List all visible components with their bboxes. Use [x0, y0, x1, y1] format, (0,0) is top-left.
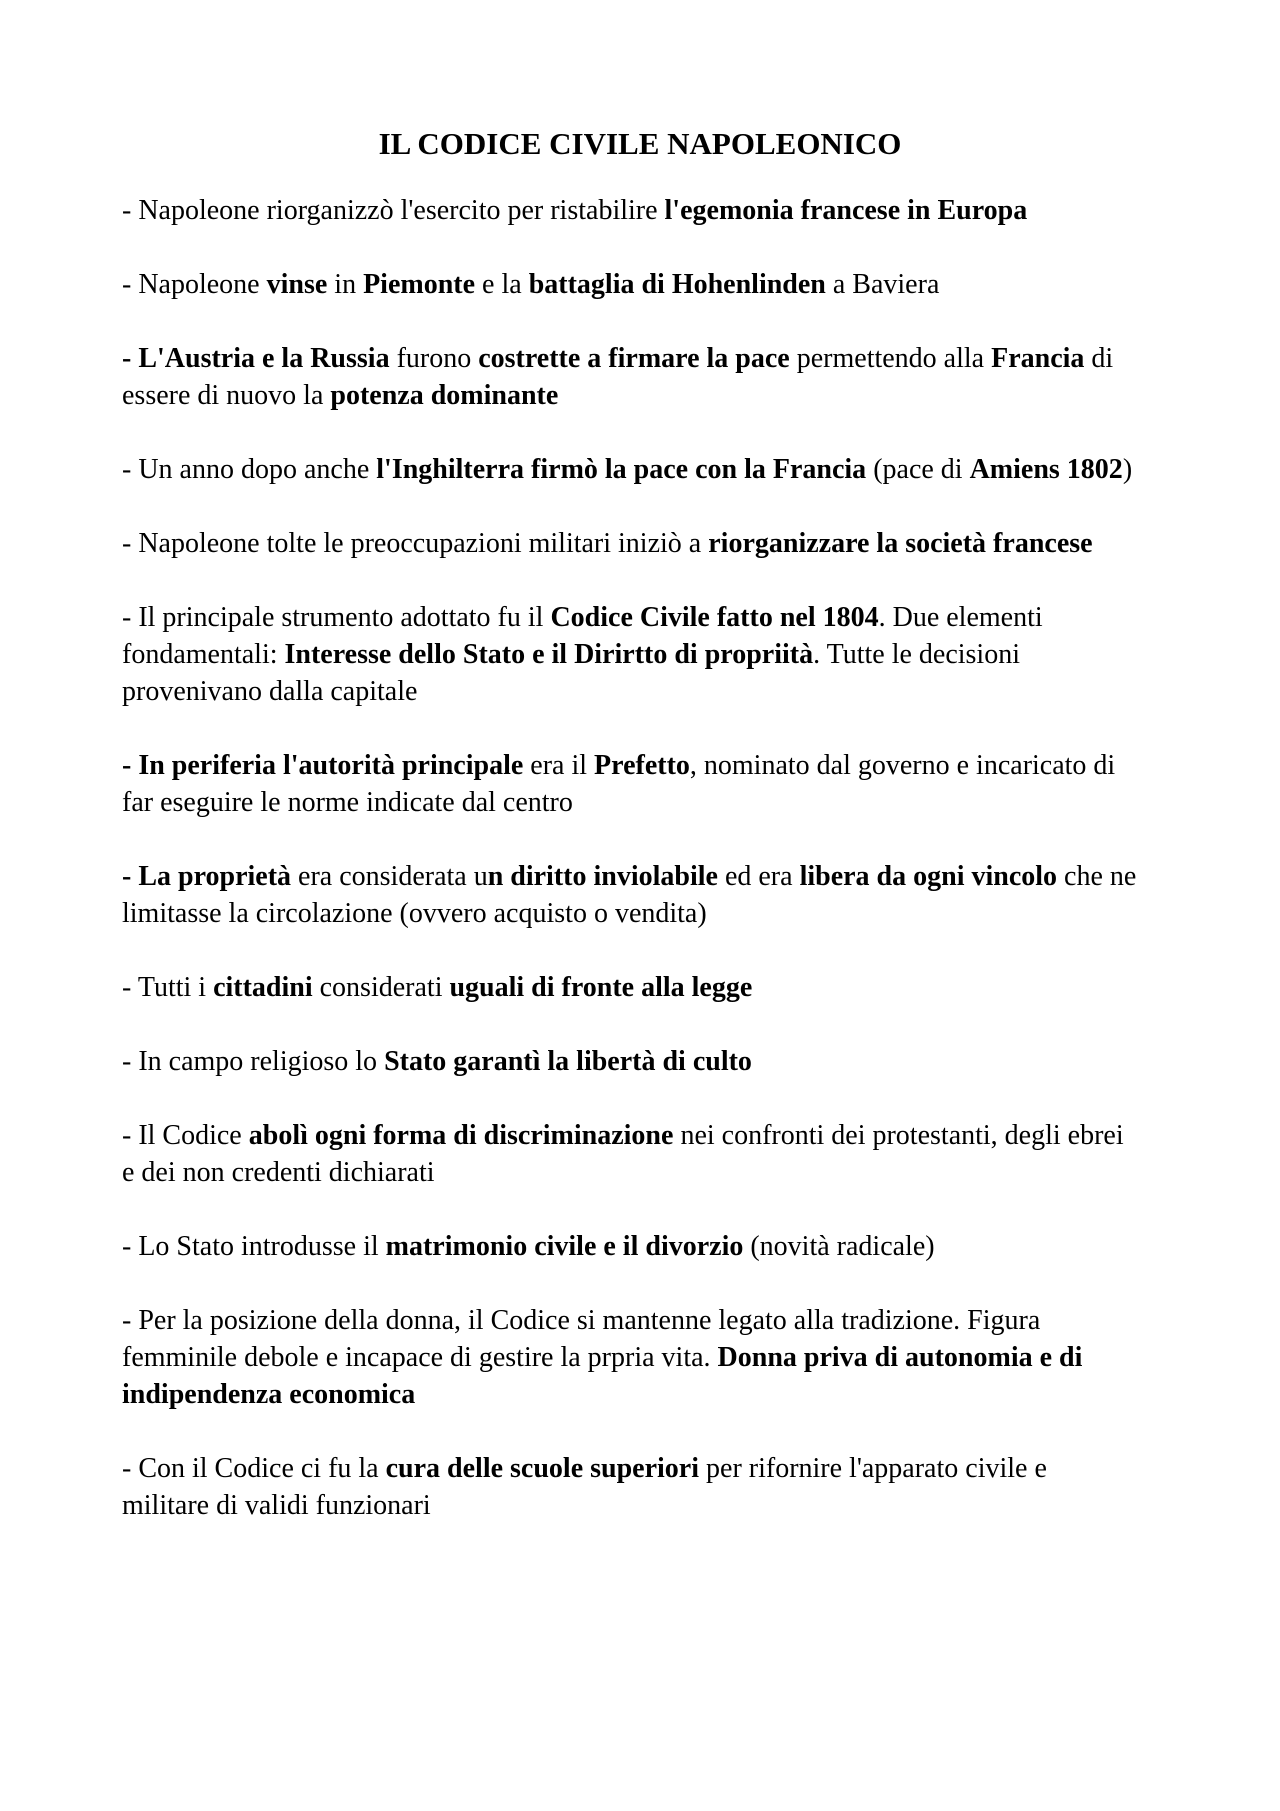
bold-text: cittadini [213, 972, 313, 1003]
text-run: in [327, 269, 364, 300]
text-run: - Lo Stato introdusse il [122, 1231, 386, 1262]
bullet-paragraph [122, 525, 1140, 562]
bold-text: costrette a firmare la pace [478, 343, 790, 374]
bold-text: riorganizzare la società francese [708, 528, 1093, 559]
bullet-paragraph [122, 266, 1140, 303]
bold-text: battaglia di Hohenlinden [528, 269, 826, 300]
text-run: era il [523, 750, 595, 781]
bold-text: Amiens 1802 [969, 454, 1123, 485]
text-run: che ne limitasse la circolazione (ovvero acquisto o vendita) [122, 861, 1137, 929]
bold-text: matrimonio civile e il divorzio [385, 1231, 744, 1262]
bold-text: libera da ogni vincolo [799, 861, 1058, 892]
bold-text: n diritto inviolabile [487, 861, 718, 892]
bold-text: Francia [991, 343, 1085, 374]
text-run: . Tutte le decisioni provenivano dalla capitale [122, 639, 1020, 707]
text-run: - Il principale strumento adottato fu il [122, 602, 551, 633]
bullet-paragraph [122, 1450, 1140, 1524]
bullet-paragraph [122, 599, 1140, 710]
text-run: . Due elementi fondamentali: [122, 602, 1043, 670]
bold-text: Piemonte [363, 269, 476, 300]
bold-text: - L'Austria e la Russia [122, 343, 390, 374]
bold-text: - In periferia l'autorità principale [122, 750, 524, 781]
bold-text: Stato garantì la libertà di culto [384, 1046, 752, 1077]
page-title: IL CODICE CIVILE NAPOLEONICO [378, 126, 902, 161]
text-run: - Napoleone riorganizzò l'esercito per ristabilire [122, 195, 665, 226]
text-run: (pace di [866, 454, 970, 485]
text-run: era considerata u [291, 861, 488, 892]
bullet-paragraph [122, 451, 1140, 488]
bullet-paragraph [122, 340, 1140, 414]
text-run: e la [475, 269, 529, 300]
bold-text: Codice Civile fatto nel 1804 [550, 602, 879, 633]
text-run: a Baviera [825, 269, 940, 300]
text-run: - Tutti i [122, 972, 214, 1003]
text-run: permettendo alla [789, 343, 992, 374]
text-run: ) [1122, 454, 1133, 485]
bold-text: - La proprietà [122, 861, 292, 892]
bold-text: l'egemonia francese in Europa [664, 195, 1028, 226]
bullet-paragraph [122, 192, 1140, 229]
bullet-paragraph [122, 1228, 1140, 1265]
text-run: nei confronti dei protestanti, degli ebrei e dei non credenti dichiarati [122, 1120, 1124, 1188]
document-body [122, 192, 1140, 1524]
bold-text: cura delle scuole superiori [385, 1453, 700, 1484]
bold-text: Donna priva di autonomia e di indipendenza economica [122, 1342, 1083, 1410]
bullet-paragraph [122, 747, 1140, 821]
bold-text: potenza dominante [330, 380, 559, 411]
bullet-paragraph [122, 1043, 1140, 1080]
text-run: - Con il Codice ci fu la [122, 1453, 386, 1484]
bold-text: l'Inghilterra firmò la pace con la Francia [376, 454, 867, 485]
text-run: di essere di nuovo la [122, 343, 1114, 411]
text-run: furono [389, 343, 479, 374]
bold-text: Interesse dello Stato e il Dirirtto di propriità [284, 639, 814, 670]
text-run: ed era [717, 861, 800, 892]
bullet-paragraph [122, 1302, 1140, 1413]
bold-text: vinse [266, 269, 328, 300]
text-run: - In campo religioso lo [122, 1046, 385, 1077]
text-run: , nominato dal governo e incaricato di far eseguire le norme indicate dal centro [122, 750, 1116, 818]
text-run: - Per la posizione della donna, il Codice si mantenne legato alla tradizione. Figura femminile debole e incapace di gestire la prpria vita. [122, 1305, 1041, 1373]
bold-text: Prefetto [594, 750, 690, 781]
text-run: - Un anno dopo anche [122, 454, 377, 485]
bullet-paragraph [122, 1117, 1140, 1191]
bold-text: uguali di fronte alla legge [449, 972, 753, 1003]
bold-text: abolì ogni forma di discriminazione [248, 1120, 674, 1151]
bullet-paragraph [122, 858, 1140, 932]
bullet-paragraph [122, 969, 1140, 1006]
text-run: considerati [312, 972, 450, 1003]
text-run: - Napoleone tolte le preoccupazioni militari iniziò a [122, 528, 709, 559]
text-run: per rifornire l'apparato civile e militare di validi funzionari [122, 1453, 1047, 1521]
text-run: - Il Codice [122, 1120, 249, 1151]
text-run: (novità radicale) [743, 1231, 935, 1262]
text-run: - Napoleone [122, 269, 267, 300]
